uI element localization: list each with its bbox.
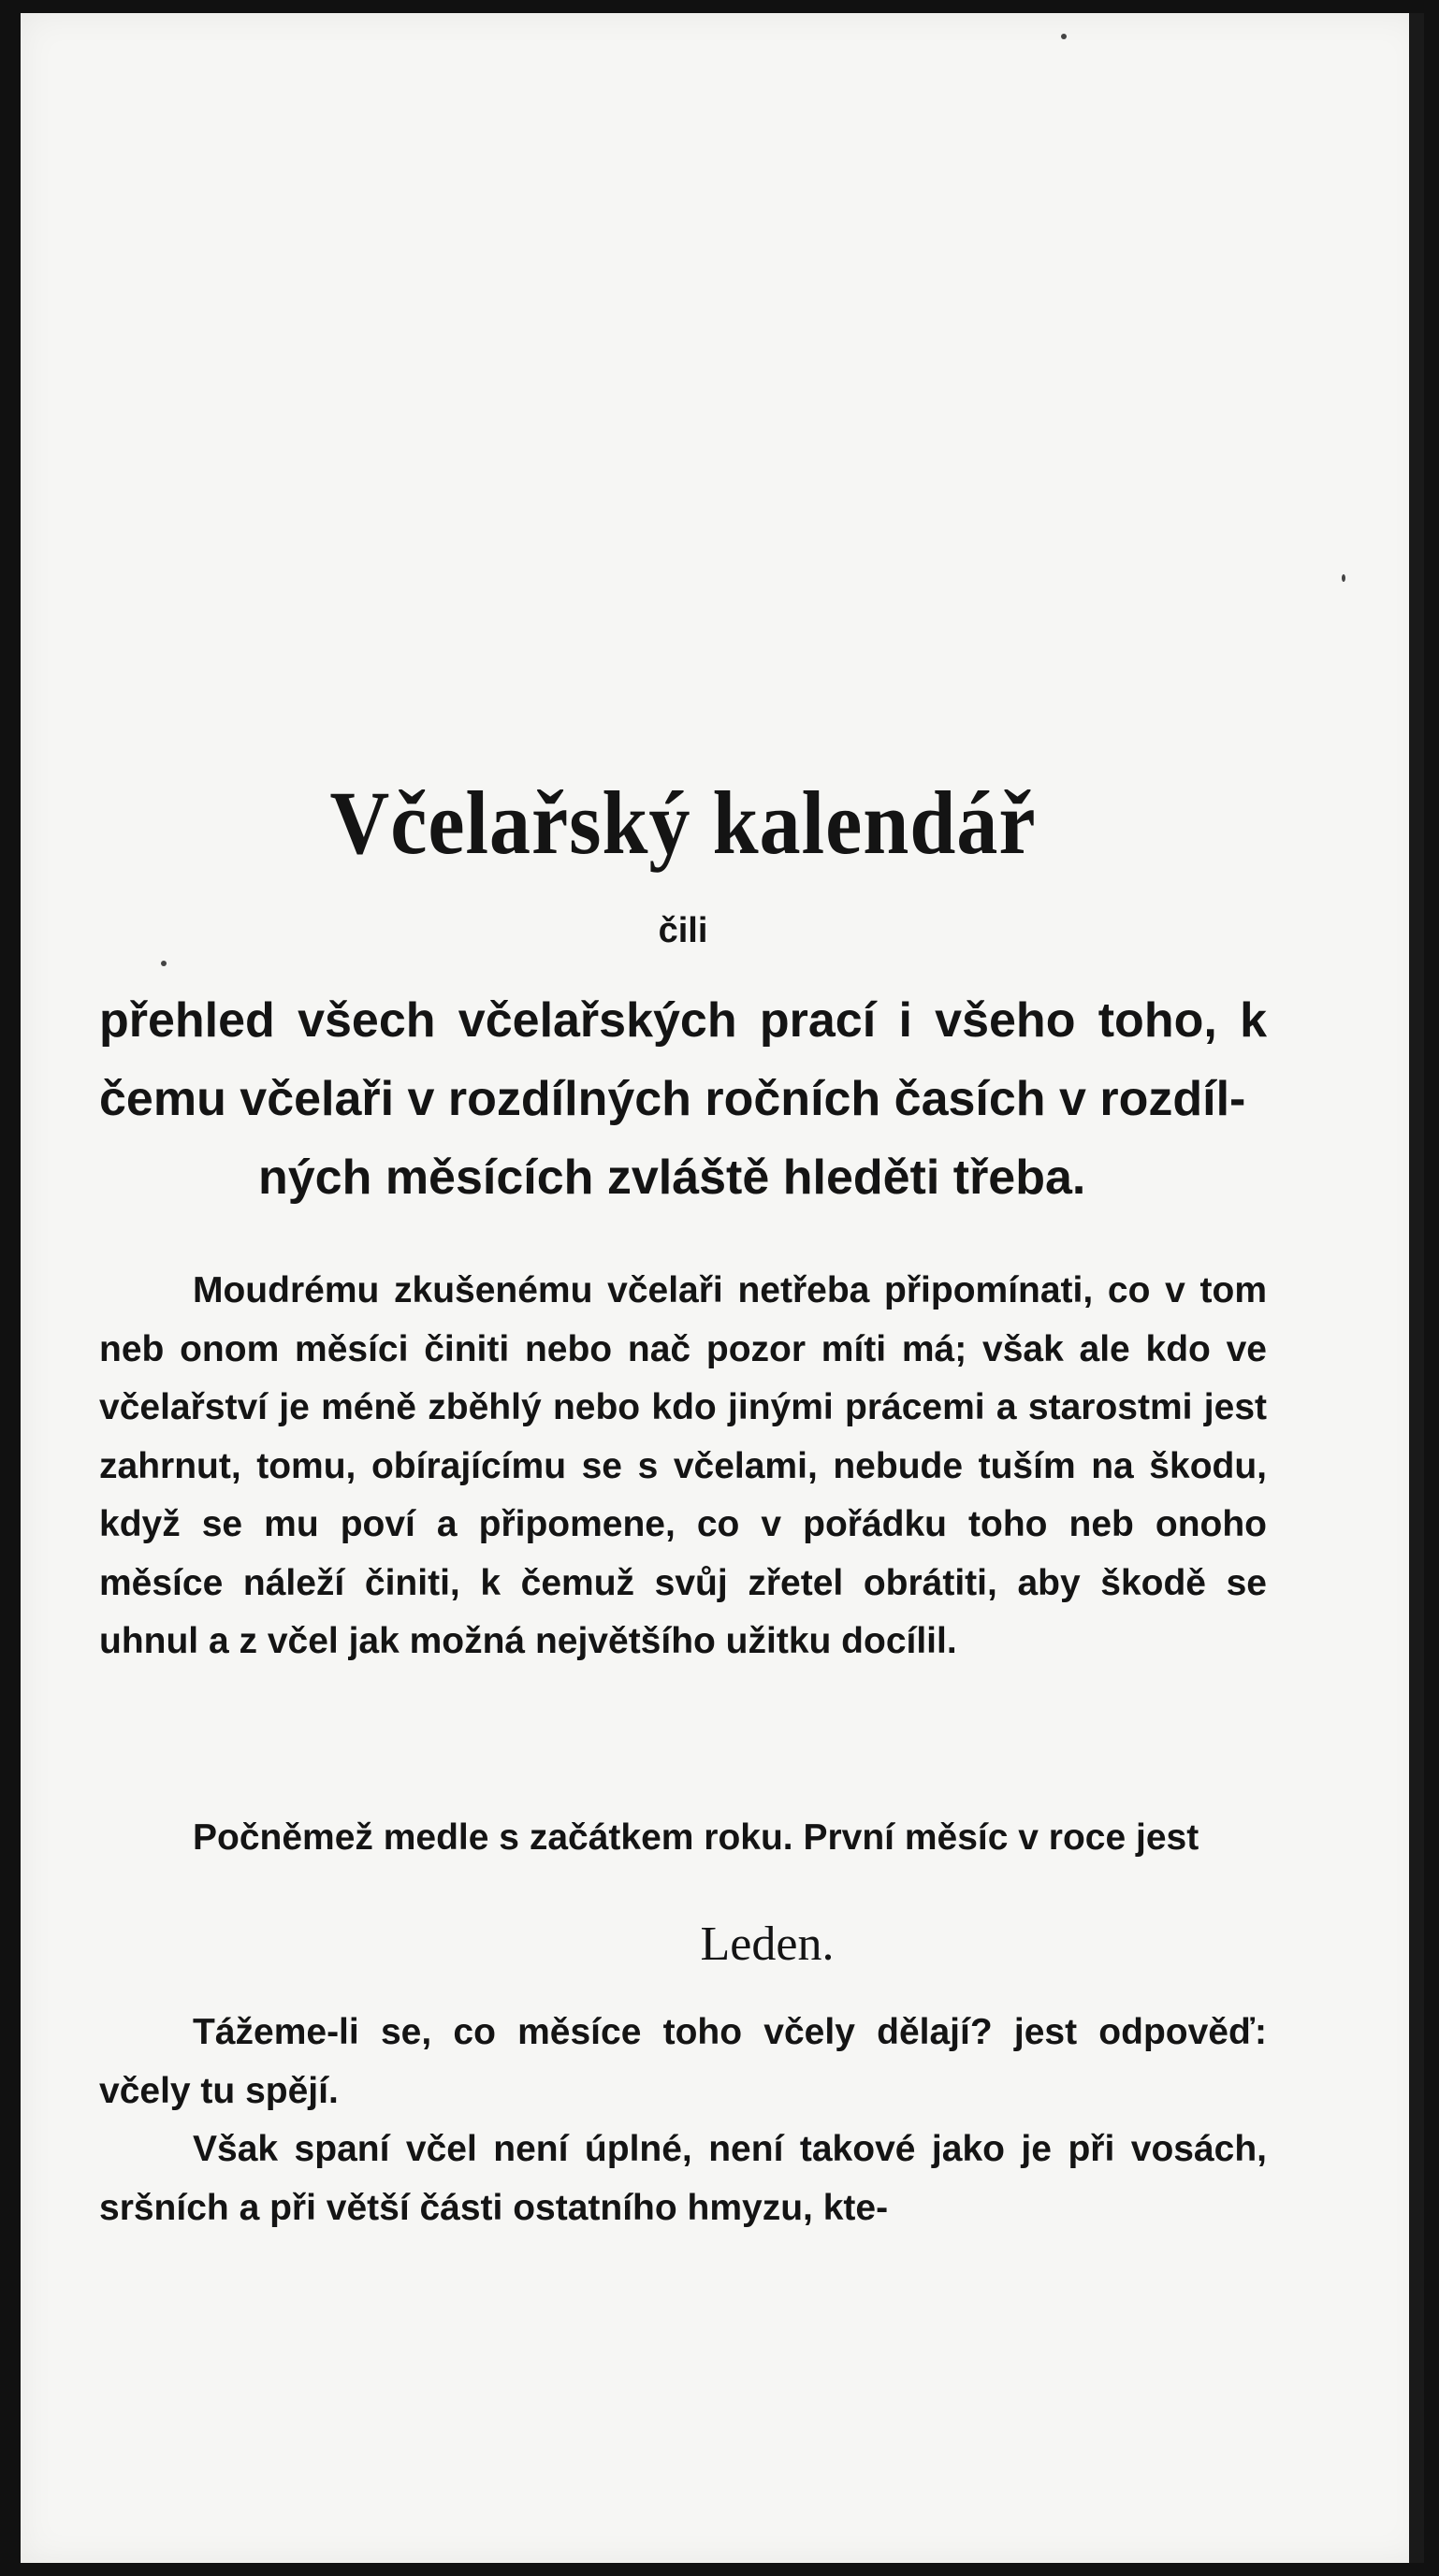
- paper-speck: [161, 961, 167, 966]
- paper-speck: [1342, 574, 1345, 582]
- section-heading: Leden.: [700, 1918, 835, 1971]
- book-page: [21, 13, 1424, 2563]
- section-paragraph: Tážeme-li se, co měsíce toho včely dělají? jest odpověď: včely tu spějí.: [99, 2012, 1267, 2111]
- subtitle-text: přehled všech včelařských prací i všeho toho, k čemu včelaři v rozdílných ročních časích v rozdíl-: [99, 993, 1267, 1126]
- paper-speck: [1061, 34, 1067, 39]
- section-paragraph: Však spaní včel není úplné, není takové jako je při vosách, sršních a při větší části ostatního hmyzu, kte-: [99, 2129, 1267, 2228]
- page-title: Včelařský kalendář: [329, 773, 1037, 873]
- page-edge-shadow: [1409, 13, 1424, 2563]
- page-subtitle: [99, 981, 1267, 1217]
- title-conjunction: čili: [658, 911, 708, 950]
- intro-paragraph: Moudrému zkušenému včelaři netřeba připomínati, co v tom neb onom měsíci činiti nebo nač pozor míti má; však ale kdo ve včelařství je méně zběhlý nebo kdo jinými prácemi a starostmi jest zahrnut, tomu, obírajícímu se s včelami, nebude tuším na škodu, když se mu poví a připomene, co v pořádku toho neb onoho měsíce náleží činiti, k čemuž svůj zřetel obrátiti, aby škodě se uhnul a z včel jak možná největšího užitku docílil.: [99, 1270, 1267, 1661]
- transition-paragraph: Počněmež medle s začátkem roku. První měsíc v roce jest: [193, 1817, 1199, 1858]
- subtitle-last-line: ných měsících zvláště hleděti třeba.: [258, 1151, 1086, 1205]
